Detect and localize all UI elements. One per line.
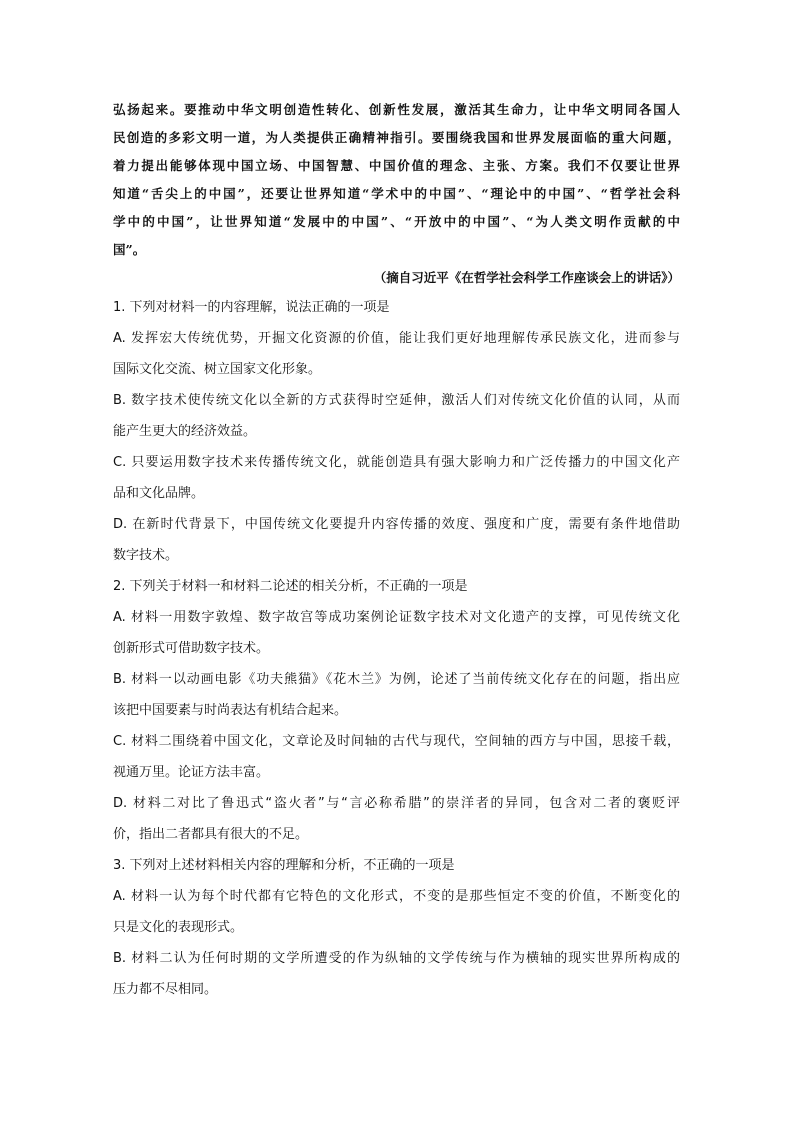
quote-line: 弘扬起来。要推动中华文明创造性转化、创新性发展，激活其生命力，让中华文明同各国人 bbox=[113, 102, 680, 117]
option-a bbox=[113, 881, 680, 943]
question-stem: 3. 下列对上述材料相关内容的理解和分析，不正确的一项是 bbox=[113, 858, 455, 873]
question-stem: 2. 下列关于材料一和材料二论述的相关分析，不正确的一项是 bbox=[113, 579, 468, 594]
option-b bbox=[113, 943, 680, 1005]
quoted-passage bbox=[113, 96, 680, 264]
option-line: 价，指出二者都具有很大的不足。 bbox=[113, 827, 309, 842]
quote-line: 民创造的多彩文明一道，为人类提供正确精神指引。要围绕我国和世界发展面临的重大问题， bbox=[113, 130, 680, 145]
quote-line: 知道“舌尖上的中国”，还要让世界知道“学术中的中国”、“理论中的中国”、“哲学社会科 bbox=[113, 186, 680, 201]
option-line: C. 材料二围绕着中国文化，文章论及时间轴的古代与现代，空间轴的西方与中国，思接千载， bbox=[113, 734, 680, 749]
option-line: 国际文化交流、树立国家文化形象。 bbox=[113, 362, 322, 377]
option-b bbox=[113, 664, 680, 726]
question-3 bbox=[113, 850, 680, 1005]
option-line: C. 只要运用数字技术来传播传统文化，就能创造具有强大影响力和广泛传播力的中国文化产 bbox=[113, 455, 680, 470]
option-a bbox=[113, 323, 680, 385]
option-line: D. 在新时代背景下，中国传统文化要提升内容传播的效度、强度和广度，需要有条件地借助 bbox=[113, 517, 680, 532]
question-2 bbox=[113, 571, 680, 850]
option-line: 品和文化品牌。 bbox=[113, 486, 205, 501]
question-stem: 1. 下列对材料一的内容理解，说法正确的一项是 bbox=[113, 300, 390, 315]
quote-line: 国”。 bbox=[113, 242, 146, 257]
question-1 bbox=[113, 292, 680, 571]
option-line: 创新形式可借助数字技术。 bbox=[113, 641, 270, 656]
option-line: A. 发挥宏大传统优势，开掘文化资源的价值，能让我们更好地理解传承民族文化，进而参与 bbox=[113, 331, 680, 346]
option-d bbox=[113, 788, 680, 850]
option-line: 该把中国要素与时尚表达有机结合起来。 bbox=[113, 703, 348, 718]
quote-line: 着力提出能够体现中国立场、中国智慧、中国价值的理念、主张、方案。我们不仅要让世界 bbox=[113, 158, 680, 173]
option-line: 数字技术。 bbox=[113, 548, 179, 563]
option-line: 只是文化的表现形式。 bbox=[113, 920, 244, 935]
option-c bbox=[113, 447, 680, 509]
option-line: 能产生更大的经济效益。 bbox=[113, 424, 257, 439]
option-line: A. 材料一认为每个时代都有它特色的文化形式，不变的是那些恒定不变的价值，不断变化的 bbox=[113, 889, 680, 904]
option-line: D. 材料二对比了鲁迅式“盗火者”与“言必称希腊”的崇洋者的异同，包含对二者的褒贬评 bbox=[113, 796, 680, 811]
document-body bbox=[113, 96, 680, 1005]
option-c bbox=[113, 726, 680, 788]
option-line: B. 数字技术使传统文化以全新的方式获得时空延伸，激活人们对传统文化价值的认同，从而 bbox=[113, 393, 680, 408]
option-d bbox=[113, 509, 680, 571]
option-line: 视通万里。论证方法丰富。 bbox=[113, 765, 270, 780]
option-line: A. 材料一用数字敦煌、数字故宫等成功案例论证数字技术对文化遗产的支撑，可见传统文化 bbox=[113, 610, 680, 625]
quote-source: （摘自习近平《在哲学社会科学工作座谈会上的讲话》） bbox=[373, 270, 680, 285]
option-b bbox=[113, 385, 680, 447]
option-line: B. 材料二认为任何时期的文学所遭受的作为纵轴的文学传统与作为横轴的现实世界所构成的 bbox=[113, 951, 680, 966]
option-a bbox=[113, 602, 680, 664]
quote-line: 学中的中国”，让世界知道“发展中的中国”、“开放中的中国”、“为人类文明作贡献的中 bbox=[113, 214, 680, 229]
option-line: B. 材料一以动画电影《功夫熊猫》《花木兰》为例，论述了当前传统文化存在的问题，指出应 bbox=[113, 672, 680, 687]
option-line: 压力都不尽相同。 bbox=[113, 982, 218, 997]
